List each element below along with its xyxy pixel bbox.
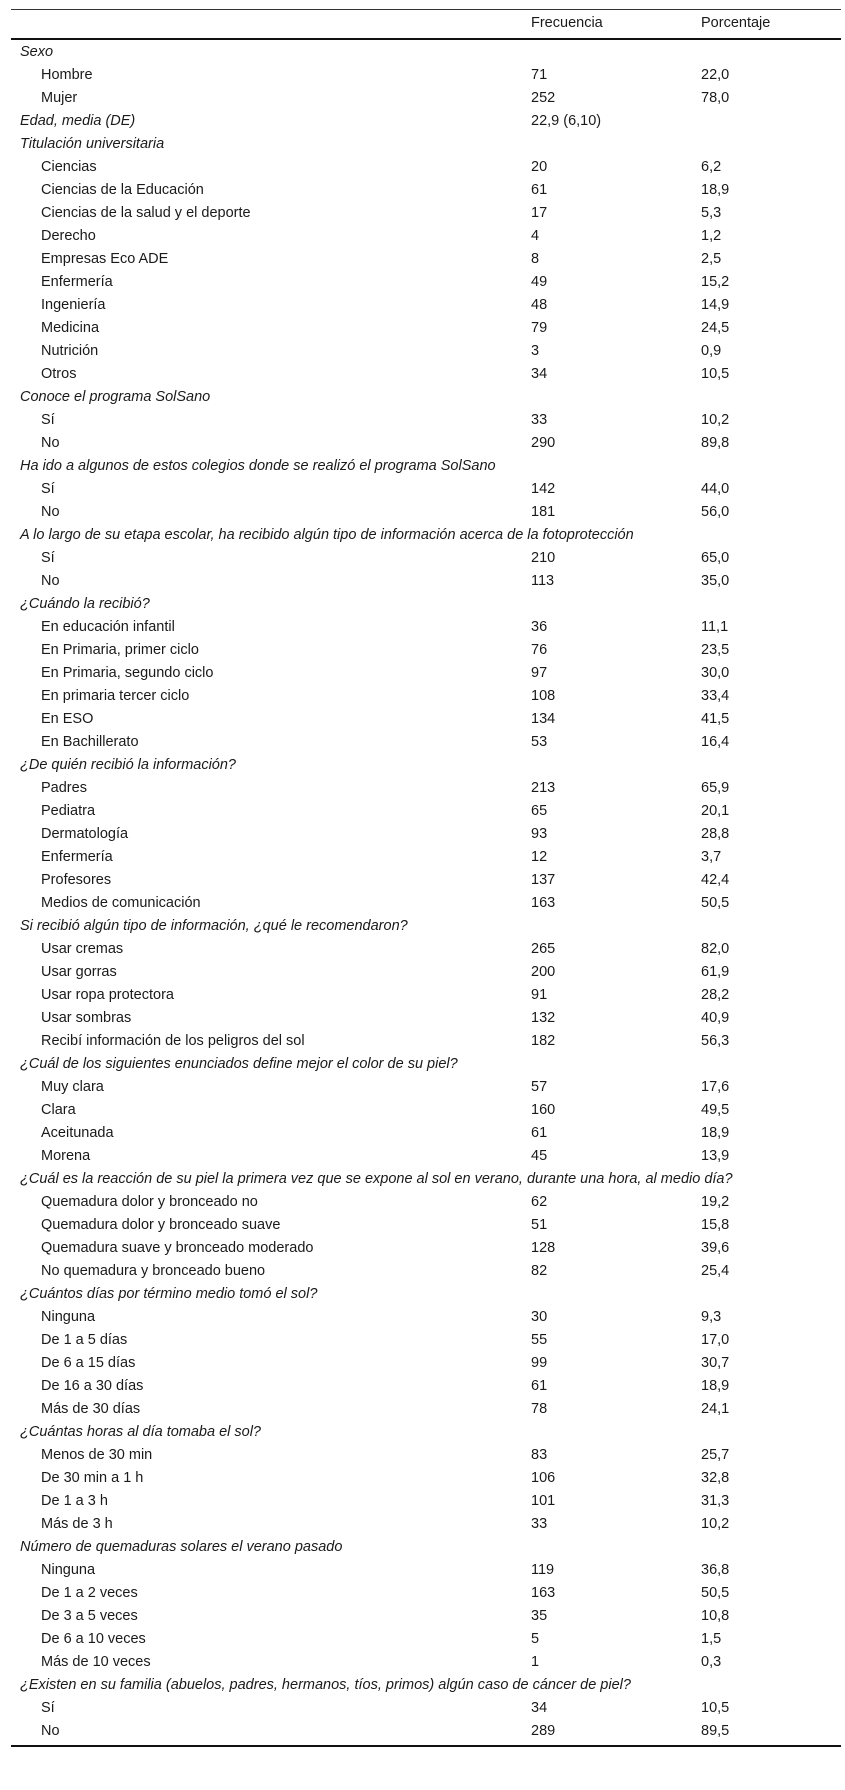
table-row — [11, 937, 841, 960]
table-row — [11, 776, 841, 799]
table-row — [11, 201, 841, 224]
category-row — [11, 454, 841, 477]
porcentaje-cell: 41,5 — [701, 711, 730, 727]
category-label: ¿Cuándo la recibió? — [20, 596, 150, 612]
row-label: De 16 a 30 días — [41, 1378, 144, 1394]
row-label: No — [41, 504, 60, 520]
header-porcentaje: Porcentaje — [701, 15, 771, 31]
porcentaje-cell: 11,1 — [701, 619, 729, 635]
row-label: No — [41, 573, 60, 589]
table-row — [11, 1305, 841, 1328]
row-label: Padres — [41, 780, 87, 796]
table-row — [11, 1190, 841, 1213]
porcentaje-cell: 17,6 — [701, 1079, 730, 1095]
porcentaje-cell: 78,0 — [701, 90, 730, 106]
porcentaje-cell: 19,2 — [701, 1194, 730, 1210]
table-row — [11, 1627, 841, 1650]
table-row — [11, 293, 841, 316]
category-row — [11, 1167, 841, 1190]
table-row — [11, 845, 841, 868]
row-label: Más de 3 h — [41, 1516, 113, 1532]
category-label: ¿Cuál es la reacción de su piel la primera vez que se expone al sol en verano, durante una hora, al medio día? — [20, 1171, 733, 1187]
table-row — [11, 546, 841, 569]
table-row — [11, 730, 841, 753]
table-row — [11, 1650, 841, 1673]
row-label: En educación infantil — [41, 619, 175, 635]
table-row — [11, 1443, 841, 1466]
row-label: Más de 10 veces — [41, 1654, 151, 1670]
frecuencia-cell: 71 — [531, 67, 548, 83]
row-label: Usar ropa protectora — [41, 987, 174, 1003]
frecuencia-cell: 132 — [531, 1010, 556, 1026]
porcentaje-cell: 65,0 — [701, 550, 730, 566]
frecuencia-cell: 101 — [531, 1493, 556, 1509]
frecuencia-cell: 45 — [531, 1148, 548, 1164]
category-label: ¿Cuántos días por término medio tomó el sol? — [20, 1286, 318, 1302]
porcentaje-cell: 28,8 — [701, 826, 730, 842]
row-label: Empresas Eco ADE — [41, 251, 169, 267]
frecuencia-cell: 61 — [531, 1378, 548, 1394]
table-row — [11, 983, 841, 1006]
row-label: Quemadura dolor y bronceado no — [41, 1194, 258, 1210]
frecuencia-cell: 290 — [531, 435, 556, 451]
table-row — [11, 1512, 841, 1535]
porcentaje-cell: 56,0 — [701, 504, 730, 520]
row-label: De 6 a 15 días — [41, 1355, 136, 1371]
table-row — [11, 500, 841, 523]
row-label: Muy clara — [41, 1079, 104, 1095]
category-row — [11, 523, 841, 546]
porcentaje-cell: 31,3 — [701, 1493, 730, 1509]
porcentaje-cell: 17,0 — [701, 1332, 730, 1348]
frecuencia-cell: 210 — [531, 550, 556, 566]
porcentaje-cell: 1,2 — [701, 228, 722, 244]
porcentaje-cell: 20,1 — [701, 803, 730, 819]
header-frecuencia: Frecuencia — [531, 15, 603, 31]
frecuencia-cell: 1 — [531, 1654, 540, 1670]
row-label: Enfermería — [41, 849, 113, 865]
porcentaje-cell: 15,2 — [701, 274, 730, 290]
frecuencia-cell: 76 — [531, 642, 548, 658]
frecuencia-cell: 108 — [531, 688, 556, 704]
frecuencia-cell: 97 — [531, 665, 548, 681]
table-row — [11, 408, 841, 431]
table-row — [11, 1259, 841, 1282]
porcentaje-cell: 36,8 — [701, 1562, 730, 1578]
category-label: Titulación universitaria — [20, 136, 165, 152]
frecuencia-cell: 93 — [531, 826, 548, 842]
frecuencia-cell: 53 — [531, 734, 548, 750]
table-row — [11, 1121, 841, 1144]
porcentaje-cell: 30,0 — [701, 665, 730, 681]
porcentaje-cell: 9,3 — [701, 1309, 722, 1325]
frecuencia-cell: 17 — [531, 205, 548, 221]
category-row — [11, 385, 841, 408]
row-label: Ciencias de la salud y el deporte — [41, 205, 251, 221]
table-body — [11, 40, 841, 1742]
frecuencia-cell: 83 — [531, 1447, 548, 1463]
row-label: Usar cremas — [41, 941, 124, 957]
porcentaje-cell: 22,0 — [701, 67, 730, 83]
frecuencia-cell: 8 — [531, 251, 540, 267]
category-label: Si recibió algún tipo de información, ¿qué le recomendaron? — [20, 918, 408, 934]
table-row — [11, 86, 841, 109]
frecuencia-cell: 61 — [531, 182, 548, 198]
table-row — [11, 1466, 841, 1489]
porcentaje-cell: 32,8 — [701, 1470, 730, 1486]
row-label: Medios de comunicación — [41, 895, 201, 911]
category-label: ¿Cuántas horas al día tomaba el sol? — [20, 1424, 261, 1440]
row-label: En primaria tercer ciclo — [41, 688, 190, 704]
row-label: No — [41, 435, 60, 451]
porcentaje-cell: 44,0 — [701, 481, 730, 497]
table-row — [11, 1719, 841, 1742]
table-row — [11, 316, 841, 339]
porcentaje-cell: 50,5 — [701, 895, 730, 911]
table-row — [11, 1351, 841, 1374]
frecuencia-cell: 142 — [531, 481, 556, 497]
category-row — [11, 1282, 841, 1305]
frecuencia-cell: 49 — [531, 274, 548, 290]
frecuencia-cell: 33 — [531, 412, 548, 428]
porcentaje-cell: 18,9 — [701, 1378, 730, 1394]
porcentaje-cell: 0,3 — [701, 1654, 722, 1670]
row-label: Usar sombras — [41, 1010, 132, 1026]
table-row — [11, 1144, 841, 1167]
table-row — [11, 569, 841, 592]
row-label: Sí — [41, 481, 55, 497]
porcentaje-cell: 0,9 — [701, 343, 722, 359]
row-label: Ninguna — [41, 1562, 96, 1578]
category-label: ¿Existen en su familia (abuelos, padres, hermanos, tíos, primos) algún caso de cáncer de piel? — [20, 1677, 631, 1693]
frecuencia-cell: 182 — [531, 1033, 556, 1049]
category-row — [11, 592, 841, 615]
row-label: En ESO — [41, 711, 94, 727]
category-row — [11, 1535, 841, 1558]
frecuencia-cell: 3 — [531, 343, 540, 359]
row-label: No quemadura y bronceado bueno — [41, 1263, 266, 1279]
category-label: ¿De quién recibió la información? — [20, 757, 236, 773]
table-row — [11, 1213, 841, 1236]
porcentaje-cell: 3,7 — [701, 849, 722, 865]
porcentaje-cell: 25,4 — [701, 1263, 730, 1279]
table-row — [11, 63, 841, 86]
row-label: Ninguna — [41, 1309, 96, 1325]
frecuencia-cell: 113 — [531, 573, 555, 589]
table-row — [11, 1604, 841, 1627]
porcentaje-cell: 18,9 — [701, 1125, 730, 1141]
porcentaje-cell: 30,7 — [701, 1355, 730, 1371]
frecuencia-cell: 265 — [531, 941, 556, 957]
table-row — [11, 891, 841, 914]
category-row — [11, 40, 841, 63]
frecuencia-cell: 82 — [531, 1263, 548, 1279]
table-row — [11, 822, 841, 845]
table-row — [11, 1328, 841, 1351]
data-table — [11, 9, 841, 1747]
frecuencia-cell: 51 — [531, 1217, 548, 1233]
row-label: Sí — [41, 412, 55, 428]
row-label: Morena — [41, 1148, 91, 1164]
table-row — [11, 270, 841, 293]
table-row — [11, 661, 841, 684]
category-row — [11, 1673, 841, 1696]
row-label: De 30 min a 1 h — [41, 1470, 144, 1486]
porcentaje-cell: 24,5 — [701, 320, 730, 336]
row-label: Ciencias de la Educación — [41, 182, 204, 198]
category-label: A lo largo de su etapa escolar, ha recibido algún tipo de información acerca de la fotoprotección — [20, 527, 634, 543]
category-row — [11, 132, 841, 155]
row-label: Usar gorras — [41, 964, 117, 980]
porcentaje-cell: 5,3 — [701, 205, 722, 221]
row-label: Quemadura dolor y bronceado suave — [41, 1217, 281, 1233]
frecuencia-cell: 34 — [531, 366, 548, 382]
frecuencia-cell: 163 — [531, 895, 556, 911]
porcentaje-cell: 42,4 — [701, 872, 730, 888]
porcentaje-cell: 6,2 — [701, 159, 722, 175]
row-label: Más de 30 días — [41, 1401, 141, 1417]
porcentaje-cell: 16,4 — [701, 734, 730, 750]
category-label: Número de quemaduras solares el verano pasado — [20, 1539, 343, 1555]
porcentaje-cell: 23,5 — [701, 642, 730, 658]
table-row — [11, 224, 841, 247]
row-label: De 1 a 2 veces — [41, 1585, 138, 1601]
row-label: Aceitunada — [41, 1125, 114, 1141]
row-label: Derecho — [41, 228, 96, 244]
frecuencia-cell: 61 — [531, 1125, 548, 1141]
frecuencia-cell: 119 — [531, 1562, 555, 1578]
porcentaje-cell: 25,7 — [701, 1447, 730, 1463]
row-label: De 6 a 10 veces — [41, 1631, 146, 1647]
frecuencia-cell: 65 — [531, 803, 548, 819]
frecuencia-cell: 106 — [531, 1470, 556, 1486]
frecuencia-cell: 30 — [531, 1309, 548, 1325]
frecuencia-cell: 35 — [531, 1608, 548, 1624]
porcentaje-cell: 10,2 — [701, 412, 730, 428]
table-row — [11, 638, 841, 661]
row-label: En Primaria, primer ciclo — [41, 642, 199, 658]
row-label: Enfermería — [41, 274, 113, 290]
row-label: Sí — [41, 1700, 55, 1716]
row-label: Mujer — [41, 90, 78, 106]
row-label: Medicina — [41, 320, 100, 336]
porcentaje-cell: 50,5 — [701, 1585, 730, 1601]
frecuencia-cell: 33 — [531, 1516, 548, 1532]
table-row — [11, 707, 841, 730]
porcentaje-cell: 89,5 — [701, 1723, 730, 1739]
row-label: De 3 a 5 veces — [41, 1608, 138, 1624]
porcentaje-cell: 10,2 — [701, 1516, 730, 1532]
row-label: De 1 a 5 días — [41, 1332, 128, 1348]
frecuencia-cell: 99 — [531, 1355, 548, 1371]
table-row — [11, 247, 841, 270]
table-row — [11, 1075, 841, 1098]
frecuencia-cell: 200 — [531, 964, 556, 980]
table-row — [11, 1581, 841, 1604]
category-row — [11, 109, 841, 132]
porcentaje-cell: 1,5 — [701, 1631, 722, 1647]
table-row — [11, 868, 841, 891]
row-label: En Bachillerato — [41, 734, 139, 750]
porcentaje-cell: 10,5 — [701, 366, 730, 382]
table-row — [11, 431, 841, 454]
row-label: Quemadura suave y bronceado moderado — [41, 1240, 314, 1256]
porcentaje-cell: 56,3 — [701, 1033, 730, 1049]
category-label: Ha ido a algunos de estos colegios donde se realizó el programa SolSano — [20, 458, 496, 474]
table-row — [11, 477, 841, 500]
frecuencia-cell: 62 — [531, 1194, 548, 1210]
row-label: Menos de 30 min — [41, 1447, 153, 1463]
porcentaje-cell: 14,9 — [701, 297, 730, 313]
table-row — [11, 1098, 841, 1121]
frecuencia-cell: 22,9 (6,10) — [531, 113, 602, 129]
frecuencia-cell: 78 — [531, 1401, 548, 1417]
row-label: Hombre — [41, 67, 93, 83]
porcentaje-cell: 28,2 — [701, 987, 730, 1003]
table-row — [11, 1558, 841, 1581]
row-label: Ciencias — [41, 159, 97, 175]
frecuencia-cell: 4 — [531, 228, 540, 244]
porcentaje-cell: 10,8 — [701, 1608, 730, 1624]
row-label: Profesores — [41, 872, 112, 888]
table-row — [11, 799, 841, 822]
table-row — [11, 684, 841, 707]
frecuencia-cell: 181 — [531, 504, 556, 520]
category-label: Conoce el programa SolSano — [20, 389, 211, 405]
frecuencia-cell: 289 — [531, 1723, 556, 1739]
frecuencia-cell: 252 — [531, 90, 556, 106]
frecuencia-cell: 137 — [531, 872, 556, 888]
porcentaje-cell: 65,9 — [701, 780, 730, 796]
table-header — [11, 10, 841, 38]
category-row — [11, 753, 841, 776]
row-label: Sí — [41, 550, 55, 566]
table-row — [11, 1236, 841, 1259]
frecuencia-cell: 20 — [531, 159, 548, 175]
row-label: Pediatra — [41, 803, 96, 819]
frecuencia-cell: 12 — [531, 849, 548, 865]
table-row — [11, 1374, 841, 1397]
table-row — [11, 960, 841, 983]
porcentaje-cell: 39,6 — [701, 1240, 730, 1256]
row-label: No — [41, 1723, 60, 1739]
frecuencia-cell: 5 — [531, 1631, 540, 1647]
porcentaje-cell: 15,8 — [701, 1217, 730, 1233]
porcentaje-cell: 89,8 — [701, 435, 730, 451]
table-row — [11, 362, 841, 385]
row-label: Nutrición — [41, 343, 99, 359]
frecuencia-cell: 160 — [531, 1102, 556, 1118]
frecuencia-cell: 34 — [531, 1700, 548, 1716]
porcentaje-cell: 40,9 — [701, 1010, 730, 1026]
table-row — [11, 1696, 841, 1719]
table-row — [11, 178, 841, 201]
row-label: De 1 a 3 h — [41, 1493, 108, 1509]
row-label: Otros — [41, 366, 77, 382]
table-bottom-rule — [11, 1745, 841, 1747]
row-label: En Primaria, segundo ciclo — [41, 665, 214, 681]
frecuencia-cell: 36 — [531, 619, 548, 635]
frecuencia-cell: 55 — [531, 1332, 548, 1348]
porcentaje-cell: 10,5 — [701, 1700, 730, 1716]
table-row — [11, 1006, 841, 1029]
row-label: Recibí información de los peligros del sol — [41, 1033, 305, 1049]
category-label: Sexo — [20, 44, 54, 60]
frecuencia-cell: 91 — [531, 987, 548, 1003]
category-label: Edad, media (DE) — [20, 113, 136, 129]
porcentaje-cell: 24,1 — [701, 1401, 730, 1417]
category-row — [11, 914, 841, 937]
table-row — [11, 615, 841, 638]
frecuencia-cell: 134 — [531, 711, 556, 727]
frecuencia-cell: 48 — [531, 297, 548, 313]
frecuencia-cell: 163 — [531, 1585, 556, 1601]
category-row — [11, 1052, 841, 1075]
porcentaje-cell: 61,9 — [701, 964, 730, 980]
category-label: ¿Cuál de los siguientes enunciados define mejor el color de su piel? — [20, 1056, 458, 1072]
porcentaje-cell: 13,9 — [701, 1148, 730, 1164]
porcentaje-cell: 82,0 — [701, 941, 730, 957]
row-label: Dermatología — [41, 826, 129, 842]
table-row — [11, 339, 841, 362]
frecuencia-cell: 57 — [531, 1079, 548, 1095]
table-row — [11, 1029, 841, 1052]
frecuencia-cell: 79 — [531, 320, 548, 336]
row-label: Ingeniería — [41, 297, 106, 313]
porcentaje-cell: 18,9 — [701, 182, 730, 198]
porcentaje-cell: 33,4 — [701, 688, 730, 704]
row-label: Clara — [41, 1102, 76, 1118]
table-row — [11, 155, 841, 178]
porcentaje-cell: 35,0 — [701, 573, 730, 589]
table-row — [11, 1397, 841, 1420]
frecuencia-cell: 128 — [531, 1240, 556, 1256]
porcentaje-cell: 49,5 — [701, 1102, 730, 1118]
porcentaje-cell: 2,5 — [701, 251, 722, 267]
category-row — [11, 1420, 841, 1443]
table-row — [11, 1489, 841, 1512]
frecuencia-cell: 213 — [531, 780, 556, 796]
